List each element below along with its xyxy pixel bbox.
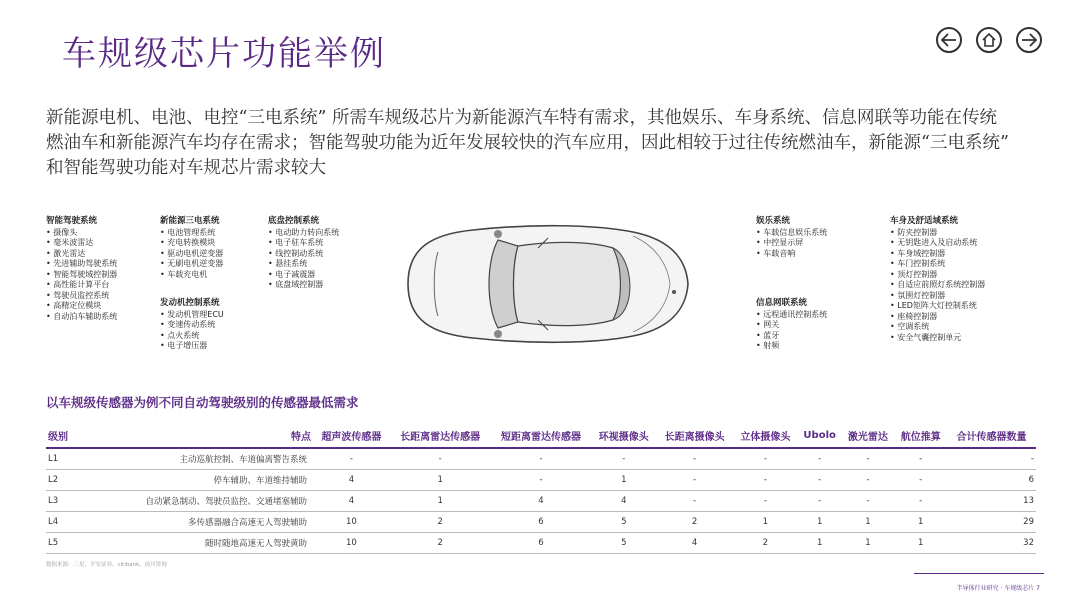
- list-item: • 氛围灯控制器: [890, 291, 985, 302]
- list-item: • 先进辅助驾驶系统: [46, 259, 117, 270]
- group-list: [160, 228, 223, 281]
- table-cell: -: [656, 470, 733, 491]
- table-cell: -: [491, 470, 592, 491]
- list-item: • 自适应前照灯系统控制器: [890, 280, 985, 291]
- list-item: • 中控显示屏: [756, 238, 827, 249]
- table-cell: -: [733, 448, 798, 470]
- table-cell: 4: [313, 470, 390, 491]
- list-item: • 摄像头: [46, 228, 117, 239]
- table-cell: 10: [313, 533, 390, 554]
- list-item: • 自动泊车辅助系统: [46, 312, 117, 323]
- group-title: 车身及舒适域系统: [890, 216, 959, 226]
- col-header: 长距离雷达传感器: [390, 424, 491, 448]
- table-cell: 4: [313, 491, 390, 512]
- table-cell: 4: [656, 533, 733, 554]
- group-title: 底盘控制系统: [268, 216, 320, 226]
- group-title: 发动机控制系统: [160, 298, 220, 308]
- list-item: • 防夹控制器: [890, 228, 985, 239]
- col-header: 长距离摄像头: [656, 424, 733, 448]
- table-cell: 1: [733, 512, 798, 533]
- table-cell: 6: [491, 512, 592, 533]
- group-body: [890, 216, 985, 343]
- table-cell: 停车辅助、车道维持辅助: [90, 470, 313, 491]
- footer-text: 半导体行业研究 · 车规级芯片 7: [956, 585, 1040, 592]
- list-item: • 充电转换模块: [160, 238, 223, 249]
- table-cell: -: [894, 470, 947, 491]
- group-list: [756, 310, 827, 352]
- group-adas: [46, 216, 117, 322]
- list-item: • 车载充电机: [160, 270, 223, 281]
- table-row: [46, 533, 1036, 554]
- arrow-left-icon: [941, 33, 957, 47]
- col-header: 级别: [46, 424, 90, 448]
- list-item: • 发动机管理ECU: [160, 310, 224, 321]
- list-item: • 驾驶员监控系统: [46, 291, 117, 302]
- table-cell: 1: [390, 491, 491, 512]
- list-item: • 电子驻车系统: [268, 238, 339, 249]
- table-cell: -: [842, 491, 895, 512]
- table-cell: 2: [656, 512, 733, 533]
- group-title: 新能源三电系统: [160, 216, 220, 226]
- table-cell: -: [491, 448, 592, 470]
- table-cell: -: [894, 448, 947, 470]
- table-cell: 多传感器融合高速无人驾驶辅助: [90, 512, 313, 533]
- table-cell: 13: [947, 491, 1036, 512]
- table-cell: 2: [390, 512, 491, 533]
- table-cell: -: [947, 448, 1036, 470]
- table-cell: 2: [733, 533, 798, 554]
- list-item: • 车载信息娱乐系统: [756, 228, 827, 239]
- car-top-view-illustration: [378, 212, 698, 357]
- list-item: • 远程通讯控制系统: [756, 310, 827, 321]
- list-item: • 车门控制系统: [890, 259, 985, 270]
- table-cell: L3: [46, 491, 90, 512]
- table-cell: L2: [46, 470, 90, 491]
- table-cell: 6: [491, 533, 592, 554]
- list-item: • 高性能计算平台: [46, 280, 117, 291]
- table-cell: 1: [842, 533, 895, 554]
- group-chassis: [268, 216, 339, 291]
- table-row: [46, 448, 1036, 470]
- table-cell: 2: [390, 533, 491, 554]
- list-item: • 驱动电机逆变器: [160, 249, 223, 260]
- group-ev: [160, 216, 223, 280]
- table-cell: 4: [591, 491, 656, 512]
- col-header: 超声波传感器: [313, 424, 390, 448]
- table-cell: 29: [947, 512, 1036, 533]
- group-list: [268, 228, 339, 291]
- table-cell: 1: [798, 512, 842, 533]
- group-list: [890, 228, 985, 344]
- home-icon: [982, 33, 996, 47]
- table-cell: -: [894, 491, 947, 512]
- table-row: [46, 470, 1036, 491]
- col-header: 特点: [90, 424, 313, 448]
- table-cell: 1: [894, 533, 947, 554]
- nav-buttons: [936, 27, 1042, 53]
- list-item: • 电池管理系统: [160, 228, 223, 239]
- table-cell: -: [656, 491, 733, 512]
- list-item: • 高精定位模块: [46, 301, 117, 312]
- list-item: • 安全气囊控制单元: [890, 333, 985, 344]
- home-button[interactable]: [976, 27, 1002, 53]
- intro-line: 和智能驾驶功能对车规芯片需求较大: [46, 158, 326, 178]
- intro-line: 燃油车和新能源汽车均存在需求；智能驾驶功能为近年发展较快的汽车应用，因此相较于过往传统燃油车，新能源“三电系统”: [46, 133, 1009, 153]
- group-list: [160, 310, 224, 352]
- col-header: 合计传感器数量: [947, 424, 1036, 448]
- list-item: • 无刷电机逆变器: [160, 259, 223, 270]
- table-cell: L5: [46, 533, 90, 554]
- group-connectivity: [756, 298, 827, 352]
- col-header: 环视摄像头: [591, 424, 656, 448]
- table-cell: 32: [947, 533, 1036, 554]
- sensor-requirement-table: [46, 424, 1036, 554]
- table-cell: -: [798, 491, 842, 512]
- list-item: • 蓝牙: [756, 331, 827, 342]
- col-header: 激光雷达: [842, 424, 895, 448]
- group-list: [46, 228, 117, 323]
- forward-button[interactable]: [1016, 27, 1042, 53]
- col-header: 短距离雷达传感器: [491, 424, 592, 448]
- list-item: • 悬挂系统: [268, 259, 339, 270]
- group-engine: [160, 298, 224, 352]
- list-item: • 空调系统: [890, 322, 985, 333]
- table-cell: -: [842, 448, 895, 470]
- table-cell: 6: [947, 470, 1036, 491]
- list-item: • 射频: [756, 341, 827, 352]
- table-cell: -: [842, 470, 895, 491]
- group-title: 智能驾驶系统: [46, 216, 98, 226]
- list-item: • 智能驾驶域控制器: [46, 270, 117, 281]
- group-title: 信息网联系统: [756, 298, 808, 308]
- footer-divider: [914, 573, 1044, 574]
- table-cell: 1: [591, 470, 656, 491]
- col-header: Ubolo: [798, 424, 842, 448]
- table-cell: 1: [390, 470, 491, 491]
- table-row: [46, 512, 1036, 533]
- list-item: • 顶灯控制器: [890, 270, 985, 281]
- table-title: 以车规级传感器为例不同自动驾驶级别的传感器最低需求: [46, 395, 359, 410]
- list-item: • 变速传动系统: [160, 320, 224, 331]
- list-item: • 网关: [756, 320, 827, 331]
- table-cell: 1: [842, 512, 895, 533]
- table-cell: -: [656, 448, 733, 470]
- table-cell: -: [733, 470, 798, 491]
- group-title: 娱乐系统: [756, 216, 791, 226]
- table-row: [46, 491, 1036, 512]
- table-cell: L4: [46, 512, 90, 533]
- table-cell: 10: [313, 512, 390, 533]
- table-cell: -: [798, 470, 842, 491]
- list-item: • 毫米波雷达: [46, 238, 117, 249]
- list-item: • 电子减震器: [268, 270, 339, 281]
- back-button[interactable]: [936, 27, 962, 53]
- table-body: [46, 448, 1036, 554]
- table-cell: -: [390, 448, 491, 470]
- arrow-right-icon: [1021, 33, 1037, 47]
- table-cell: -: [313, 448, 390, 470]
- list-item: • 电子增压器: [160, 341, 224, 352]
- table-header-row: [46, 424, 1036, 448]
- intro-text: [46, 106, 1036, 181]
- intro-line: 新能源电机、电池、电控“三电系统” 所需车规级芯片为新能源汽车特有需求，其他娱乐、车身系统、信息网联等功能在传统: [46, 108, 997, 128]
- list-item: • 无钥匙进入及启动系统: [890, 238, 985, 249]
- table-cell: 4: [491, 491, 592, 512]
- table-cell: 1: [798, 533, 842, 554]
- page-title: 车规级芯片功能举例: [62, 34, 386, 74]
- table-cell: 随时随地高速无人驾驶黄助: [90, 533, 313, 554]
- table-cell: -: [591, 448, 656, 470]
- table-cell: 1: [894, 512, 947, 533]
- list-item: • 线控制动系统: [268, 249, 339, 260]
- list-item: • LED矩阵大灯控制系统: [890, 301, 985, 312]
- col-header: 航位推算: [894, 424, 947, 448]
- list-item: • 点火系统: [160, 331, 224, 342]
- table-cell: L1: [46, 448, 90, 470]
- col-header: 立体摄像头: [733, 424, 798, 448]
- table-cell: 自动紧急制动、驾驶员监控、交通堵塞辅助: [90, 491, 313, 512]
- list-item: • 座椅控制器: [890, 312, 985, 323]
- table-cell: 主动巡航控制、车道偏离警告系统: [90, 448, 313, 470]
- list-item: • 车载音响: [756, 249, 827, 260]
- group-list: [756, 228, 827, 260]
- table-cell: -: [798, 448, 842, 470]
- list-item: • 车身域控制器: [890, 249, 985, 260]
- list-item: • 电动助力转向系统: [268, 228, 339, 239]
- table-cell: 5: [591, 512, 656, 533]
- group-entertainment: [756, 216, 827, 259]
- table-cell: -: [733, 491, 798, 512]
- list-item: • 激光雷达: [46, 249, 117, 260]
- source-note: 数据来源：三星，平安证券，citibank，前川资询: [46, 562, 167, 568]
- list-item: • 底盘域控制器: [268, 280, 339, 291]
- table-cell: 5: [591, 533, 656, 554]
